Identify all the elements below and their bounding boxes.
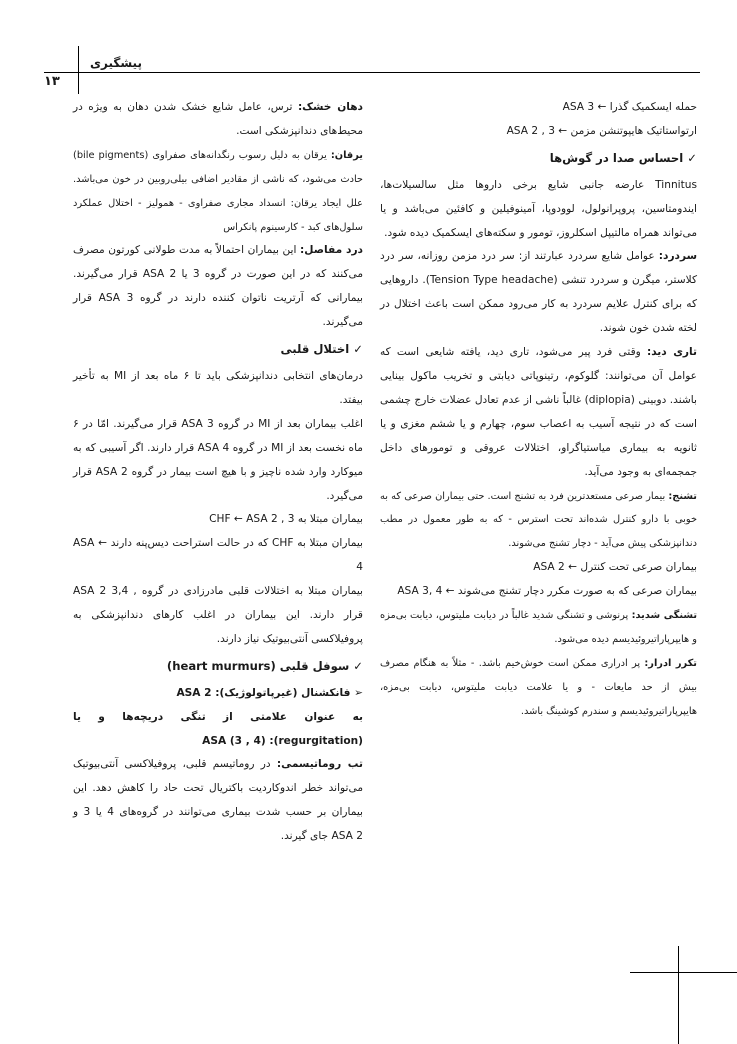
paragraph-text: بیمار صرعی مستعدترین فرد به تشنج است. حتی بیماران صرعی که به خوبی با دارو کنترل شده‌اند تحت استرس - که به طور معمول در مطب دندانپزشکی پیش می‌آید - دچار تشنج می‌شوند. [380, 490, 697, 550]
paragraph-term: دهان خشک: [297, 101, 363, 113]
paragraph [73, 532, 363, 580]
paragraph-text: این بیماران احتمالاً به مدت طولانی کورتون مصرف می‌کنند که در این صورت در گروه 3 یا ASA 2 قرار می‌گیرند. بیمارانی که آرتریت ناتوان کننده دارند در گروه ASA 3 قرار می‌گیرند. [73, 244, 363, 329]
paragraph-text: درمان‌های انتخابی دندانپزشکی باید تا ۶ ماه بعد از MI به تأخیر بیفتد. [73, 369, 363, 406]
paragraph-text: بیماران صرعی که به صورت مکرر دچار تشنج می‌شوند ← ASA 3, 4 [397, 585, 697, 598]
paragraph [73, 239, 363, 335]
paragraph-term: تب روماتیسمی: [276, 758, 363, 771]
paragraph [73, 413, 363, 509]
paragraph [380, 652, 697, 724]
paragraph-term: تشنگی شدید: [631, 610, 698, 622]
page-number: ۱۳ [44, 74, 60, 89]
left-column [73, 96, 363, 849]
bold-line: ➢ فانکشنال (غیرپاتولوژیک): ASA 2 [176, 686, 363, 699]
paragraph-text: بیماران مبتلا به CHF ← ASA 2 , 3 [209, 513, 363, 526]
paragraph-text: ترس، عامل شایع خشک شدن دهان به ویژه در محیط‌های دندانپزشکی است. [73, 101, 363, 137]
paragraph-term: یرقان: [330, 149, 363, 161]
crop-mark-horizontal [630, 972, 737, 973]
paragraph [380, 120, 697, 144]
paragraph-text: حمله ایسکمیک گذرا ← ASA 3 [562, 101, 697, 113]
paragraph-text: پر ادراری ممکن است خوش‌خیم باشد. - مثلاً به هنگام مصرف بیش از حد مایعات - و یا علامت دیابت ملیتوس، دیابت بی‌مزه، هایپرپاراتیروئیدیسم و سندرم کوشینگ باشد. [380, 657, 697, 717]
section-heading: ✓ احساس صدا در گوش‌ها [549, 150, 697, 165]
paragraph [380, 556, 697, 580]
paragraph [73, 580, 363, 652]
paragraph [73, 96, 363, 144]
running-header-title: پیشگیری [90, 56, 142, 70]
paragraph [73, 365, 363, 413]
paragraph-text: پرنوشی و تشنگی شدید غالباً در دیابت ملیتوس، دیابت بی‌مزه و هایپرپاراتیروئیدیسم دیده می‌شود. [380, 610, 697, 645]
paragraph-text: در روماتیسم قلبی، پروفیلاکسی آنتی‌بیوتیک می‌تواند خطر اندوکاردیت باکتریال تحت حاد را کاهش دهد. این بیماران بر حسب شدت بیماری می‌توانند در گروه‌های 4 یا 3 و ASA 2 جای گیرند. [73, 758, 364, 843]
paragraph-text: یرقان به دلیل رسوب رنگدانه‌های صفراوی (bile pigments) حادث می‌شود، که ناشی از مقادیر اضافی بیلی‌روبین در خون می‌باشد. علل ایجاد یرقان: انسداد مجاری صفراوی - همولیز - اختلال عملکرد سلول‌های کبد - کارسینوم پانکراس [73, 149, 363, 233]
paragraph-text: Tinnitus عارضه جانبی شایع برخی داروها مثل سالسیلات‌ها، ایندومتاسین، پروپرانولول، لوودوپا، آمینوفیلین و کافئین می‌باشد و یا می‌تواند همراه مالتیپل اسکلروز، تومور و سکته‌های ایسکمیک دیده شود. [380, 178, 697, 239]
paragraph [73, 144, 363, 240]
paragraph [380, 174, 697, 246]
right-column [380, 96, 697, 724]
paragraph [380, 96, 697, 120]
paragraph-text: عوامل شایع سردرد عبارتند از: سر درد مزمن روزانه، سر درد کلاستر، میگرن و سردرد تنشی (Tension Type headache). داروهایی که برای کنترل علایم سردرد به کار می‌رود ممکن است باعث اختلال در لخته شدن خون شوند. [380, 250, 697, 335]
header-horizontal-rule [44, 72, 700, 73]
paragraph-term: درد مفاصل: [300, 244, 363, 257]
paragraph [380, 580, 697, 604]
section-heading: ✓ سوفل قلبی (heart murmurs) [166, 658, 363, 673]
paragraph-term: تکرر ادرار: [644, 657, 697, 669]
paragraph-text: بیماران صرعی تحت کنترل ← ASA 2 [533, 561, 697, 574]
paragraph [73, 753, 363, 849]
paragraph-term: تاری دید: [646, 346, 697, 359]
paragraph-text: بیماران مبتلا به اختلالات قلبی مادرزادی در گروه , ASA 2 3,4 قرار دارند. این بیماران در اغلب کارهای دندانپزشکی به پروفیلاکسی آنتی‌بیوتیک نیاز دارند. [73, 585, 364, 645]
paragraph [380, 485, 697, 557]
crop-mark-vertical [678, 946, 679, 1044]
section-heading: ✓ اختلال قلبی [280, 342, 363, 357]
paragraph-term: تشنج: [668, 490, 697, 502]
paragraph-term: سردرد: [658, 250, 697, 263]
paragraph-text: اغلب بیماران بعد از MI در گروه ASA 3 قرار می‌گیرند. امّا در ۶ ماه نخست بعد از MI در گروه ASA 4 قرار دارند. اگر آسیبی که به میوکارد وارد شده ناچیز و با هیچ است بیمار در گروه ASA 2 قرار می‌گیرد. [73, 417, 364, 502]
paragraph [380, 341, 697, 484]
paragraph [380, 604, 697, 652]
paragraph [73, 508, 363, 532]
paragraph-text: ارتواستاتیک هایپوتنشن مزمن ← ASA 2 , 3 [506, 124, 697, 137]
bold-line: به عنوان علامتی از تنگی دریچه‌ها و یا (regurgitation): ASA (3 , 4) [73, 710, 363, 747]
paragraph-text: بیماران مبتلا به CHF که در حالت استراحت دیس‌پنه دارند ← ASA 4 [73, 537, 363, 574]
paragraph [380, 245, 697, 341]
header-vertical-rule [78, 46, 79, 94]
paragraph-text: وقتی فرد پیر می‌شود، تاری دید، یافته شایعی است که عوامل آن می‌توانند: گلوکوم، رتینوپاتی دیابتی و تخریب ماکول بینایی باشند. دوبینی (diplopia) غالباً ناشی از عدم تعادل عضلات خارج چشمی است که در نتیجه آسیب به اعصاب سوم، چهارم و یا ششم مغزی و یا ثانویه به بیماری میاستیاگراو، اختلالات عروقی و تومورهای داخل جمجمه‌ای به وجود می‌آید. [380, 346, 697, 478]
